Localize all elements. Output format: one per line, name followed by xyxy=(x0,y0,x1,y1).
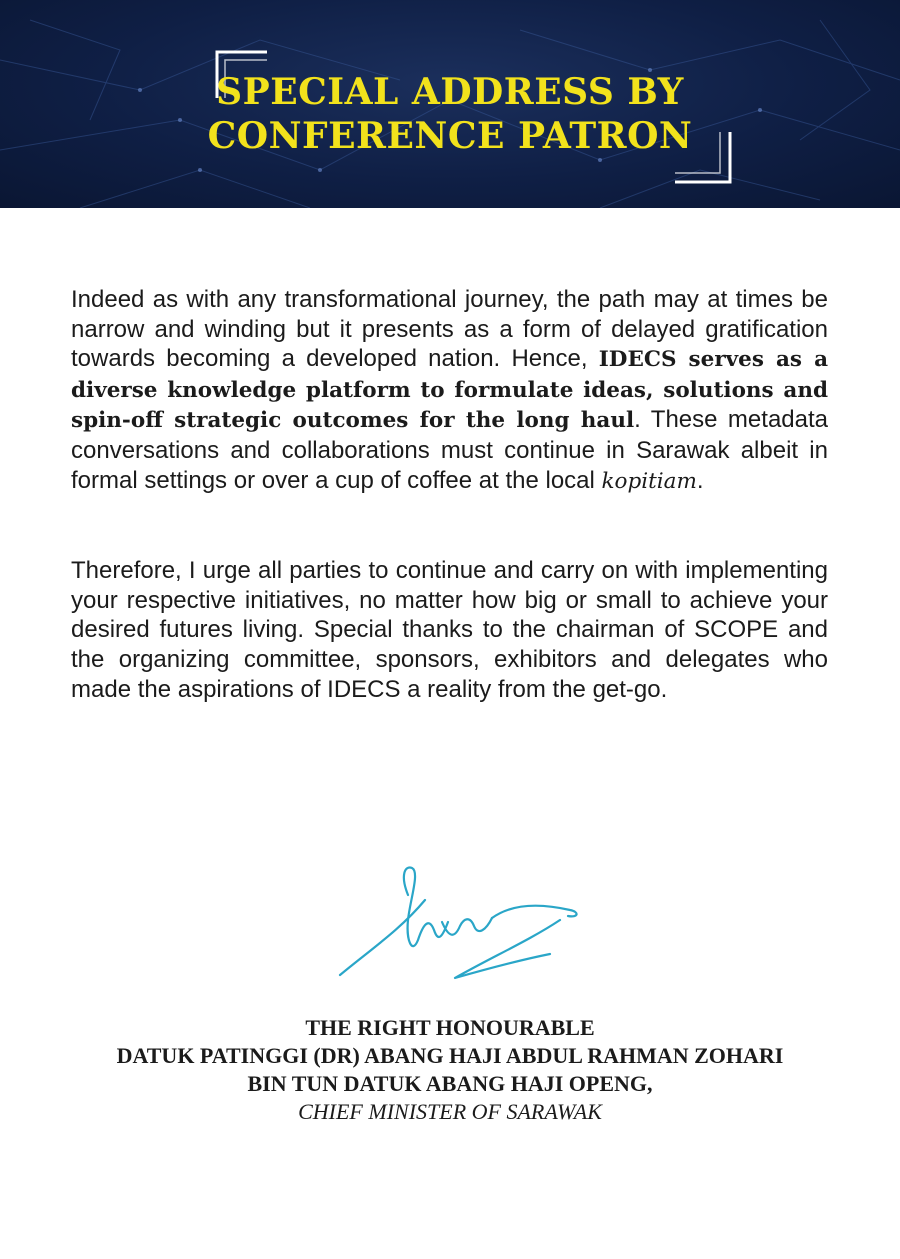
signoff-role: CHIEF MINISTER OF SARAWAK xyxy=(298,1099,602,1124)
address-body xyxy=(71,285,828,704)
signoff-block xyxy=(0,1014,900,1126)
paragraph-2: Therefore, I urge all parties to continue and carry on with implementing your respective initiatives, no matter how big or small to achieve your desired futures living. Special thanks to the chairman of SCOPE and the organizing committee, sponsors, exhibitors and delegates who made the aspirations of IDECS a reality from the get-go. xyxy=(71,557,828,703)
paragraph-1-part-2: . These metadata conversations and collaborations must continue in Sarawak albeit in formal settings or over a cup of coffee at the local xyxy=(71,406,828,494)
signature-icon xyxy=(330,860,590,990)
header-banner xyxy=(0,0,900,208)
title-line-1: SPECIAL ADDRESS BY xyxy=(216,71,684,113)
paragraph-1-bold: IDECS serves as a diverse knowledge platform to formulate ideas, solutions and spin-off strategic outcomes for the long haul xyxy=(71,347,828,434)
paragraph-1-part-1: Indeed as with any transformational journey, the path may at times be narrow and winding but it presents as a form of delayed gratification towards becoming a developed nation. Hence, xyxy=(71,286,828,373)
signoff-honorific: THE RIGHT HONOURABLE xyxy=(305,1015,595,1040)
paragraph-1-part-3: . xyxy=(696,466,704,494)
paragraph-1 xyxy=(71,285,828,496)
signoff-name-continued: BIN TUN DATUK ABANG HAJI OPENG, xyxy=(247,1071,653,1096)
paragraph-1-italic: kopitiam xyxy=(601,468,697,494)
page-title xyxy=(0,70,900,158)
title-line-2: CONFERENCE PATRON xyxy=(207,115,693,157)
signoff-name: DATUK PATINGGI (DR) ABANG HAJI ABDUL RAHMAN ZOHARI xyxy=(116,1043,784,1068)
